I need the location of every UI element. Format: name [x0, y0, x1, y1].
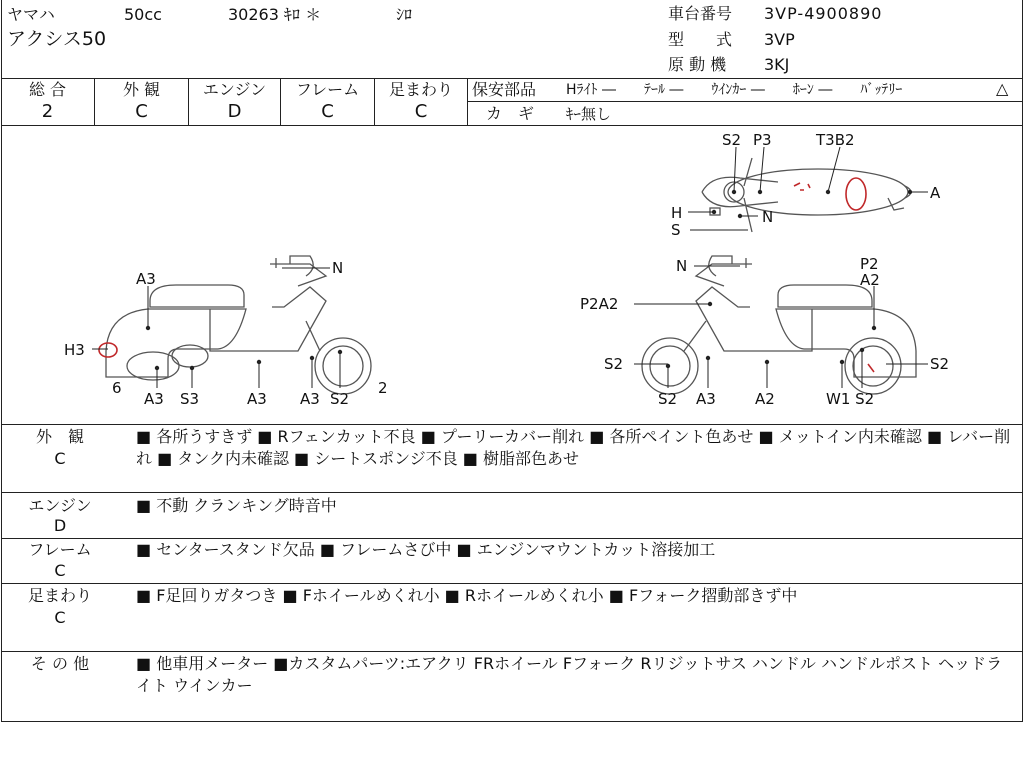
note-grade-frame: C — [54, 561, 66, 580]
maker: ヤマハ — [7, 5, 55, 24]
engine-label: 原 動 機 — [668, 55, 727, 74]
right-label-p2a2: P2A2 — [580, 295, 619, 313]
left-label-a3-b3: A3 — [300, 390, 320, 408]
chassis-label: 車台番号 — [668, 4, 733, 23]
engine-value: 3KJ — [764, 55, 790, 74]
note-label-other: そ の 他 — [30, 654, 90, 673]
left-label-a3-b2: A3 — [247, 390, 267, 408]
battery-mark: △ — [996, 79, 1009, 98]
grade-value-overall: 2 — [41, 101, 54, 122]
note-text-exterior: ■ 各所うすきず ■ Rフェンカット不良 ■ プーリーカバー削れ ■ 各所ペイント色あせ ■ メットイン内未確認 ■ レバー削れ ■ タンク内未確認 ■ シートスポンジ不良 ■ 樹脂部色あせ — [136, 427, 1011, 468]
right-label-s2-bottom: S2 — [658, 390, 678, 408]
grade-value-frame: C — [321, 101, 334, 122]
top-label-h: H — [671, 204, 683, 222]
chassis-value: 3VP-4900890 — [764, 4, 883, 23]
top-label-t3b2: T3B2 — [816, 131, 855, 149]
note-label-frame: フレーム — [28, 540, 92, 559]
left-label-2: 2 — [378, 379, 388, 397]
grade-value-engine: D — [227, 101, 242, 122]
top-label-s2: S2 — [722, 131, 742, 149]
grade-value-exterior: C — [135, 101, 148, 122]
top-label-n: N — [762, 208, 774, 226]
note-grade-suspension: C — [54, 608, 66, 627]
left-label-6: 6 — [112, 379, 122, 397]
color: ｼﾛ — [396, 5, 413, 24]
top-label-s: S — [671, 221, 681, 239]
right-label-n: N — [676, 257, 688, 275]
right-label-a2: A2 — [755, 390, 775, 408]
grade-label-frame: フレーム — [295, 80, 360, 99]
grade-label-overall: 総 合 — [28, 80, 67, 99]
left-label-a3-top: A3 — [136, 270, 156, 288]
right-label-s2-right: S2 — [930, 355, 950, 373]
grade-sep-5 — [467, 78, 468, 125]
type-value: 3VP — [764, 30, 795, 49]
divider-note-3 — [1, 583, 1023, 584]
grade-label-engine: エンジン — [202, 80, 267, 99]
right-label-a3: A3 — [696, 390, 716, 408]
safety-title: 保安部品 — [472, 80, 537, 99]
key-value: ｷｰ無し — [566, 105, 612, 123]
frame-bottom — [1, 721, 1023, 722]
safety-items: Hﾗｲﾄ ― ﾃｰﾙ ― ｳｲﾝｶｰ ― ﾎｰﾝ ― ﾊﾞｯﾃﾘｰ — [566, 82, 903, 98]
note-text-engine: ■ 不動 クランキング時音中 — [136, 496, 337, 515]
type-label: 型 式 — [668, 30, 733, 49]
grade-value-suspension: C — [414, 101, 428, 122]
displacement: 50cc — [124, 5, 162, 24]
top-label-p3: P3 — [753, 131, 772, 149]
divider-safety-inner — [467, 101, 1022, 102]
grade-label-exterior: 外 観 — [122, 80, 161, 99]
top-label-a: A — [930, 184, 941, 202]
left-label-h3: H3 — [64, 341, 85, 359]
top-view-scooter — [702, 158, 911, 232]
note-label-engine: エンジン — [28, 496, 92, 515]
note-label-exterior: 外 観 — [35, 427, 84, 446]
left-label-s3: S3 — [180, 390, 200, 408]
left-label-a3-b1: A3 — [144, 390, 164, 408]
note-text-suspension: ■ F足回りガタつき ■ Fホイールめくれ小 ■ Rホイールめくれ小 ■ Fフォーク摺動部きず中 — [136, 586, 798, 605]
divider-header — [1, 78, 1023, 79]
damage-diagram — [0, 126, 1024, 424]
divider-diagram — [1, 424, 1023, 425]
note-grade-engine: D — [53, 516, 67, 535]
key-label: カ ギ — [486, 104, 535, 123]
right-label-p2: P2 — [860, 255, 879, 273]
note-grade-exterior: C — [54, 449, 66, 468]
left-label-s2: S2 — [330, 390, 350, 408]
left-label-n: N — [332, 259, 344, 277]
right-label-a2-top: A2 — [860, 271, 880, 289]
mileage: 30263 ｷﾛ ＊ — [228, 5, 322, 24]
divider-note-4 — [1, 651, 1023, 652]
right-label-w1s2: W1 S2 — [826, 390, 875, 408]
divider-note-1 — [1, 492, 1023, 493]
note-text-frame: ■ センタースタンド欠品 ■ フレームさび中 ■ エンジンマウントカット溶接加工 — [136, 540, 716, 559]
note-label-suspension: 足まわり — [27, 586, 92, 605]
right-label-s2-left: S2 — [604, 355, 624, 373]
model-name: アクシス50 — [7, 28, 107, 50]
grade-label-suspension: 足まわり — [388, 80, 453, 99]
note-text-other: ■ 他車用メーター ■カスタムパーツ:エアクリ FRホイール Fフォーク Rリジットサス ハンドル ハンドルポスト ヘッドライト ウインカー — [136, 654, 1003, 695]
